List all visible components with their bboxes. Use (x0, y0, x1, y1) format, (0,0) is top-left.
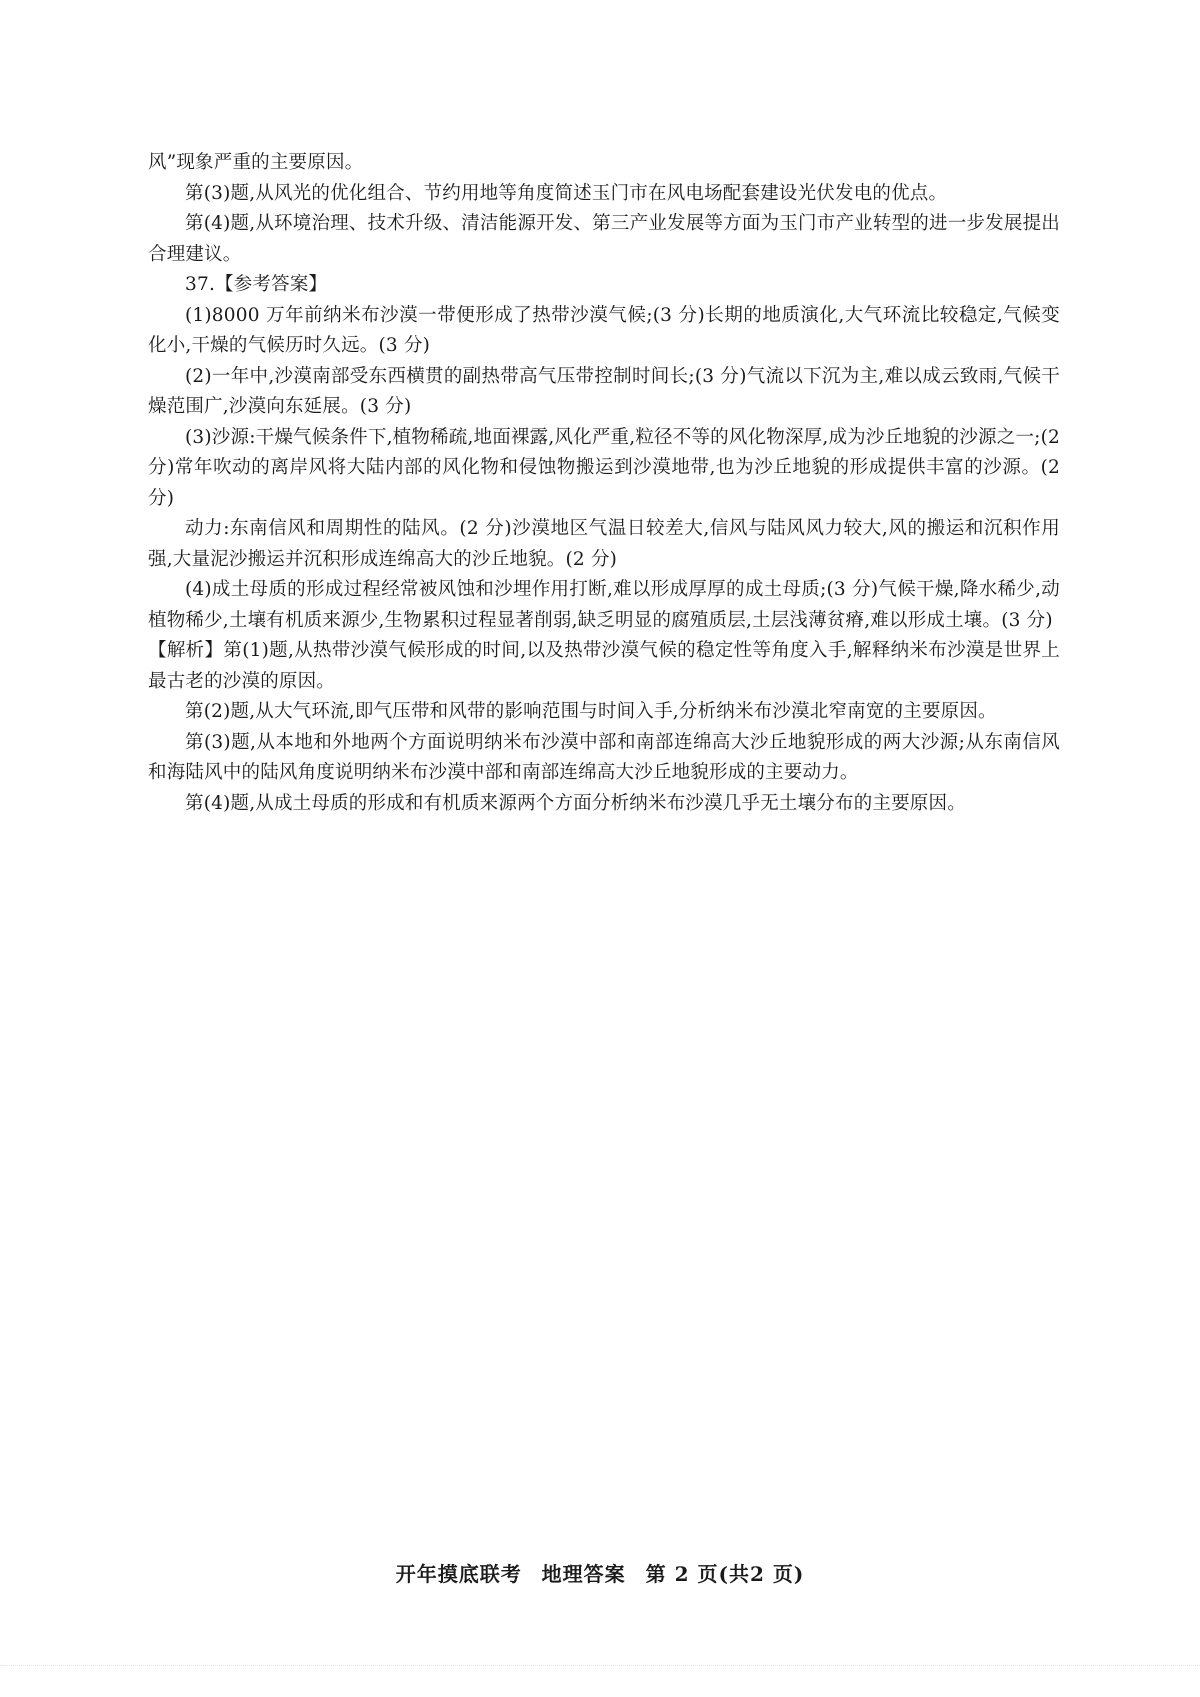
paragraph: 第(4)题,从成土母质的形成和有机质来源两个方面分析纳米布沙漠几乎无土壤分布的主要原因。 (185, 792, 966, 814)
paragraph: 第(3)题,从本地和外地两个方面说明纳米布沙漠中部和南部连绵高大沙丘地貌形成的两大沙源;从东南信风和海陆风中的陆风角度说明纳米布沙漠中部和南部连绵高大沙丘地貌形成的主要动力。 (148, 731, 1060, 783)
paragraph: (2)一年中,沙漠南部受东西横贯的副热带高气压带控制时间长;(3 分)气流以下沉为主,难以成云致雨,气候干燥范围广,沙漠向东延展。(3 分) (148, 365, 1060, 417)
paragraph: (4)成土母质的形成过程经常被风蚀和沙埋作用打断,难以形成厚厚的成土母质;(3 分)气候干燥,降水稀少,动植物稀少,土壤有机质来源少,生物累积过程显著削弱,缺乏明显的腐殖质层,土层浅薄贫瘠,难以形成土壤。(3 分) (148, 579, 1060, 631)
paragraph: 第(3)题,从风光的优化组合、节约用地等角度简述玉门市在风电场配套建设光伏发电的优点。 (185, 182, 948, 204)
paragraph: 第(2)题,从大气环流,即气压带和风带的影响范围与时间入手,分析纳米布沙漠北窄南宽的主要原因。 (185, 701, 997, 722)
paragraph: (1)8000 万年前纳米布沙漠一带便形成了热带沙漠气候;(3 分)长期的地质演化,大气环流比较稳定,气候变化小,干燥的气候历时久远。(3 分) (148, 304, 1060, 356)
paragraph: 动力:东南信风和周期性的陆风。(2 分)沙漠地区气温日较差大,信风与陆风风力较大,风的搬运和沉积作用强,大量泥沙搬运并沉积形成连绵高大的沙丘地貌。(2 分) (148, 518, 1060, 570)
paragraph: (3)沙源:干燥气候条件下,植物稀疏,地面裸露,风化严重,粒径不等的风化物深厚,成为沙丘地貌的沙源之一;(2 分)常年吹动的离岸风将大陆内部的风化物和侵蚀物搬运到沙漠地带,也为沙丘地貌的形成提供丰富的沙源。(2 分) (148, 426, 1060, 509)
answer-body (148, 148, 1060, 819)
footer-exam-name: 开年摸底联考 (395, 1562, 522, 1586)
analysis-heading-paragraph: 【解析】第(1)题,从热带沙漠气候形成的时间,以及热带沙漠气候的稳定性等角度入手,解释纳米布沙漠是世界上最古老的沙漠的原因。 (148, 640, 1060, 692)
paragraph: 风”现象严重的主要原因。 (148, 152, 364, 173)
bottom-divider (0, 1665, 1200, 1666)
footer-subject: 地理答案 (541, 1562, 626, 1586)
footer-page-info: 第 2 页(共2 页) (645, 1562, 805, 1586)
paragraph: 第(4)题,从环境治理、技术升级、清洁能源开发、第三产业发展等方面为玉门市产业转型的进一步发展提出合理建议。 (148, 213, 1060, 265)
page-footer (0, 1558, 1200, 1587)
question-heading: 37.【参考答案】 (185, 274, 328, 295)
